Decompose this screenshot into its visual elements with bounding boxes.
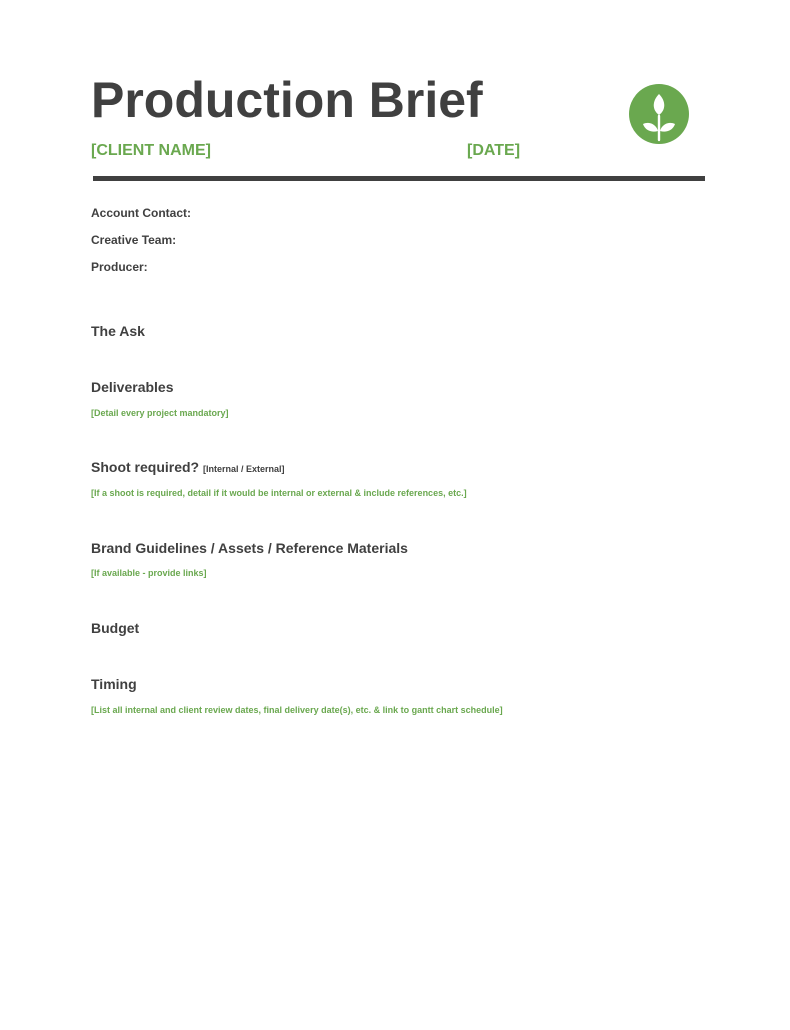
sprout-leaf-icon: [629, 84, 689, 144]
timing-hint: [List all internal and client review dates, final delivery date(s), etc. & link to gantt chart schedule]: [91, 705, 503, 715]
brand-guidelines-hint: [If available - provide links]: [91, 568, 207, 578]
deliverables-heading: Deliverables: [91, 379, 174, 395]
shoot-required-heading: [91, 459, 285, 475]
shoot-required-heading-text: Shoot required?: [91, 459, 200, 475]
client-name-placeholder: [CLIENT NAME]: [91, 142, 211, 159]
header-divider: [93, 176, 705, 181]
brand-guidelines-heading: Brand Guidelines / Assets / Reference Materials: [91, 540, 408, 556]
budget-heading: Budget: [91, 620, 140, 636]
producer-label: Producer:: [91, 260, 148, 274]
shoot-required-hint: [If a shoot is required, detail if it would be internal or external & include references, etc.]: [91, 488, 467, 498]
shoot-required-note: [Internal / External]: [203, 464, 285, 474]
page-title: Production Brief: [91, 72, 483, 128]
deliverables-hint: [Detail every project mandatory]: [91, 408, 229, 418]
creative-team-label: Creative Team:: [91, 233, 177, 247]
date-placeholder: [DATE]: [467, 142, 521, 159]
account-contact-label: Account Contact:: [91, 206, 191, 220]
the-ask-heading: The Ask: [91, 323, 145, 339]
timing-heading: Timing: [91, 676, 137, 692]
